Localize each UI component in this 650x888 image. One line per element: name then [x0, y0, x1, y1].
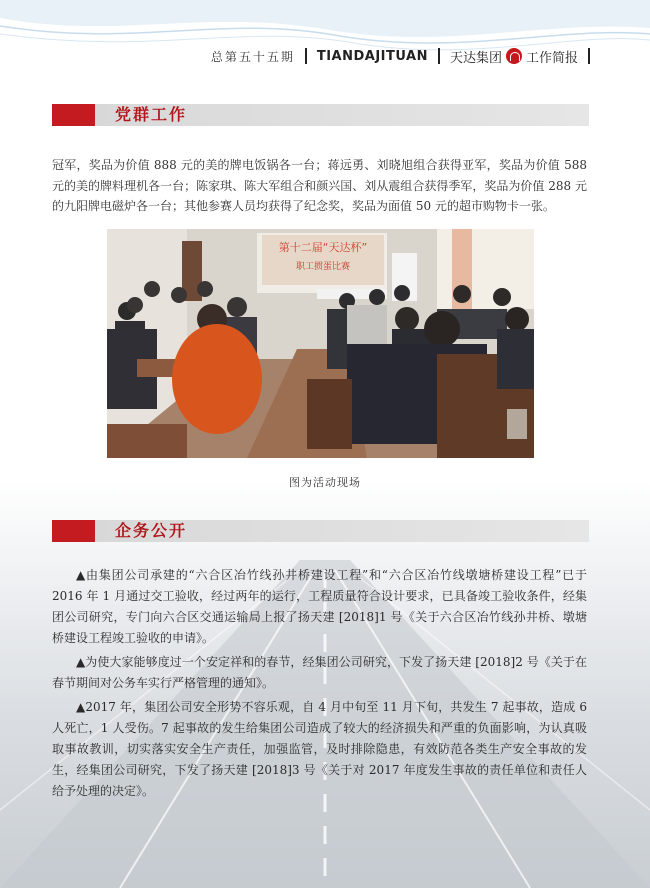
header-wave-decoration	[0, 0, 650, 80]
screen-text-line2: 职工掼蛋比赛	[295, 262, 351, 272]
section-red-block	[52, 104, 95, 126]
header-divider	[305, 48, 307, 64]
notice-paragraph: ▲为使大家能够度过一个安定祥和的春节，经集团公司研究，下发了扬天建 [2018]2 号《关于在春节期间对公务车实行严格管理的通知》。	[52, 655, 587, 690]
section-red-block	[52, 520, 95, 542]
page-header	[211, 46, 600, 66]
section2-body	[52, 565, 587, 805]
brand-english: TIANDAJITUAN	[316, 48, 428, 64]
screen-text-line1: 第十二届“天达杯”	[278, 241, 368, 254]
notice-paragraph: ▲由集团公司承建的“六合区冶竹线孙井桥建设工程”和“六合区冶竹线墩塘桥建设工程”已于 2016 年 1 月通过交工验收，经过两年的运行，工程质量符合设计要求，已具备竣工验收条件，经集团公司研究，专门向六合区交通运输局上报了扬天建 [2018]1 号《关于六合区冶竹线孙井桥、墩塘桥建设工程竣工验收的申请》。	[52, 568, 587, 645]
issue-number: 总第五十五期	[210, 49, 295, 64]
notice-paragraph: ▲2017 年，集团公司安全形势不容乐观，自 4 月中旬至 11 月下旬，共发生 7 起事故，造成 6 人死亡，1 人受伤。7 起事故的发生给集团公司造成了较大的经济损失和严重的负面影响，为认真吸取事故教训，切实落实安全生产责任，加强监管，及时排除隐患，有效防范各类生产安全事故的发生，经集团公司研究，下发了扬天建 [2018]3 号《关于对 2017 年度发生事故的责任单位和责任人给予处理的决定》。	[52, 700, 587, 798]
company-logo-icon	[506, 48, 522, 64]
report-title: 工作简报	[525, 50, 578, 66]
section-heading-party	[52, 104, 589, 126]
header-divider	[438, 48, 440, 64]
section-title: 党群工作	[115, 105, 188, 124]
header-divider	[588, 48, 590, 64]
brand-chinese: 天达集团	[449, 50, 502, 66]
body-paragraph: 冠军，奖品为价值 888 元的美的牌电饭锅各一台；蒋远勇、刘晓旭组合获得亚军，奖品为价值 588 元的美的牌料理机各一台；陈家琪、陈大军组合和颜兴国、刘从震组合获得季军，奖品为价值 288 元的九阳牌电磁炉各一台；其他参赛人员均获得了纪念奖，奖品为面值 50 元的超市购物卡一张。	[52, 158, 587, 213]
section-heading-affairs	[52, 520, 589, 542]
photo-caption: 图为活动现场	[289, 476, 361, 489]
event-photo	[107, 229, 534, 458]
section-title: 企务公开	[115, 521, 188, 540]
